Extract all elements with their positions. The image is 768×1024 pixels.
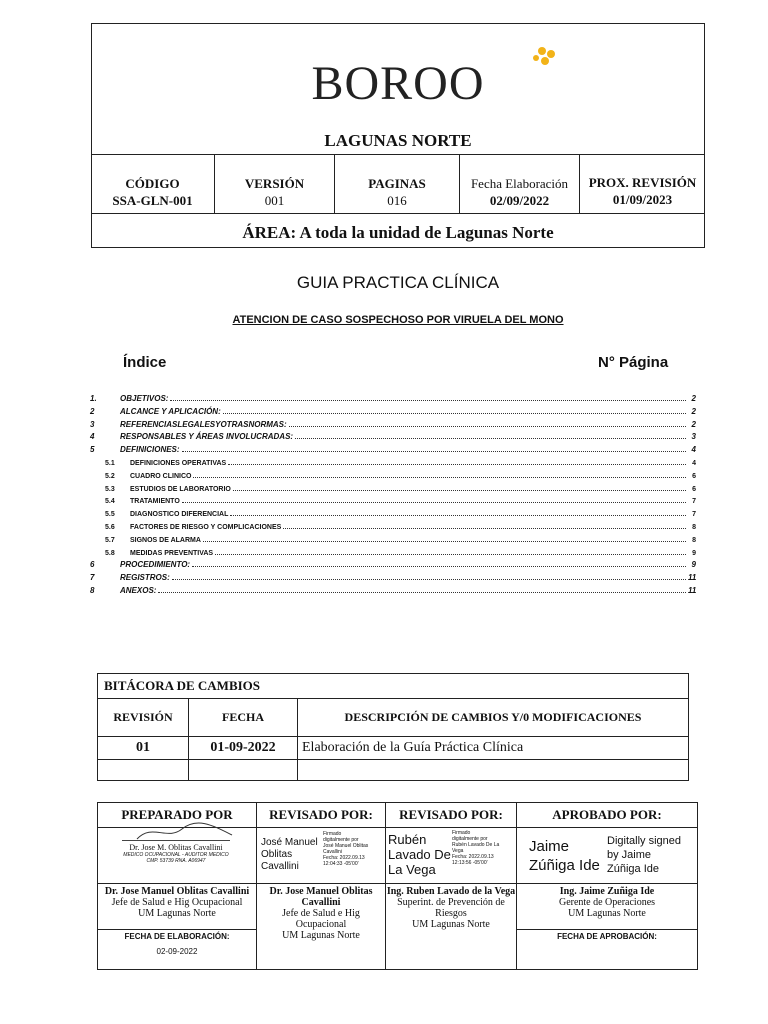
toc-page-number: 11 — [688, 586, 697, 595]
field-next-review — [580, 155, 705, 213]
logo-dot — [541, 57, 549, 65]
toc-item[interactable] — [90, 582, 696, 595]
toc-leader — [228, 464, 686, 465]
signer-name-line: La Vega — [388, 862, 436, 877]
signer-name-line: Cavallini — [261, 861, 299, 872]
toc-number: 8 — [90, 586, 95, 595]
field-value: 02/09/2022 — [489, 193, 550, 208]
signature-note-line: Zúñiga Ide — [607, 863, 659, 875]
signature-note — [452, 830, 499, 866]
signer-unit: UM Lagunas Norte — [412, 919, 490, 930]
field-value: 001 — [264, 193, 285, 208]
table-cell — [298, 760, 689, 781]
toc-number: 5.6 — [105, 524, 115, 531]
signer-full-name: Dr. Jose Manuel Oblitas Cavallini — [269, 886, 373, 908]
toc-number: 5 — [90, 445, 95, 455]
toc-page-number: 7 — [692, 511, 696, 519]
signature-note-line: Firmado — [452, 830, 471, 836]
signer-name-line: Oblitas — [261, 849, 293, 860]
digital-signature-cell — [386, 828, 517, 884]
digital-signature-cell — [257, 828, 386, 884]
digital-signature-cell — [517, 828, 698, 884]
toc-item[interactable] — [90, 467, 696, 480]
signature-stamp — [122, 840, 230, 877]
stamp-name: Dr. Jose M. Oblitas Cavallini — [129, 843, 223, 852]
toc-item[interactable] — [90, 416, 696, 429]
toc-title: DIAGNOSTICO DIFERENCIAL — [130, 511, 229, 519]
column-header: DESCRIPCIÓN DE CAMBIOS Y/0 MODIFICACIONES — [298, 699, 689, 737]
signature-note-line: 12:04:33 -05'00' — [323, 861, 359, 867]
approvals-table — [97, 802, 698, 970]
toc-leader — [223, 413, 686, 414]
toc-item[interactable] — [90, 518, 696, 531]
logo-dot — [533, 55, 539, 61]
toc-number: 5.3 — [105, 485, 115, 493]
toc-leader — [158, 592, 686, 593]
field-label: CÓDIGO — [125, 176, 180, 191]
toc-page-number: 2 — [691, 394, 696, 403]
toc-leader — [230, 515, 686, 516]
field-pages — [335, 155, 460, 213]
column-header: APROBADO POR: — [517, 803, 698, 828]
toc-number: 2 — [90, 406, 95, 416]
logo-dot — [538, 47, 546, 55]
signature-note-line: digitalmente por — [452, 836, 488, 842]
signer-full-name: Ing. Ruben Lavado de la Vega — [386, 886, 516, 897]
toc-leader — [283, 528, 686, 529]
toc-leader — [182, 451, 686, 452]
toc-page-number: 8 — [692, 524, 696, 531]
signer-unit: UM Lagunas Norte — [282, 930, 360, 941]
toc-number: 6 — [90, 560, 95, 570]
toc-item[interactable] — [90, 556, 696, 569]
signer-unit: UM Lagunas Norte — [138, 908, 216, 919]
toc-page-number: 9 — [691, 560, 696, 570]
company-logo — [92, 22, 704, 132]
document-title: GUIA PRACTICA CLÍNICA — [296, 273, 500, 292]
toc-item[interactable] — [90, 480, 696, 493]
toc-item[interactable] — [90, 569, 696, 582]
changelog-title: BITÁCORA DE CAMBIOS — [98, 674, 689, 699]
toc-title: CUADRO CLINICO — [130, 472, 192, 480]
toc-leader — [295, 438, 686, 439]
table-cell — [98, 760, 189, 781]
toc-number: 1. — [90, 394, 97, 403]
field-value: SSA-GLN-001 — [112, 193, 193, 208]
signer-full-name: Ing. Jaime Zuñiga Ide — [559, 886, 655, 897]
signer-name-line: Jaime — [529, 838, 570, 855]
stamp-line: MEDICO OCUPACIONAL - AUDITOR MEDICO — [123, 852, 229, 858]
toc-page-number: 2 — [691, 406, 696, 416]
toc-leader — [172, 579, 686, 580]
toc-title: REGISTROS: — [120, 573, 170, 583]
toc-page-number: 8 — [692, 536, 696, 544]
toc-number: 5.4 — [105, 498, 115, 506]
toc-page-number: 2 — [691, 419, 696, 429]
toc-number: 5.5 — [105, 511, 115, 519]
toc-title: RESPONSABLES Y ÁREAS INVOLUCRADAS: — [120, 432, 294, 442]
table-cell: 01 — [98, 737, 189, 760]
toc-title: ESTUDIOS DE LABORATORIO — [130, 485, 231, 493]
toc-number: 5.8 — [105, 549, 115, 557]
elaboration-date-value: 02-09-2022 — [156, 947, 198, 956]
toc-item[interactable] — [90, 544, 696, 557]
signature-note-line: Fecha: 2022.09.13 — [323, 855, 365, 861]
toc-page-number: 9 — [692, 549, 696, 557]
field-label: Fecha Elaboración — [470, 176, 569, 191]
toc-leader — [289, 426, 686, 427]
area-label: ÁREA: — [242, 223, 297, 242]
column-header: REVISIÓN — [98, 699, 189, 737]
toc-item[interactable] — [90, 428, 696, 441]
signer-name-line: José Manuel — [261, 837, 318, 848]
area-line — [92, 223, 704, 243]
document-subtitle: ATENCION DE CASO SOSPECHOSO POR VIRUELA DEL MONO — [232, 314, 564, 326]
signature-stamp-cell — [98, 828, 257, 884]
signature-note-line: Vega — [452, 848, 464, 854]
toc-title: DEFINICIONES OPERATIVAS — [130, 460, 227, 467]
toc-number: 5.7 — [105, 536, 115, 544]
toc-title: REFERENCIASLEGALESYOTRASNORMAS: — [120, 419, 287, 429]
field-label: VERSIÓN — [244, 176, 305, 191]
area-value: A toda la unidad de Lagunas Norte — [299, 223, 554, 242]
signature-note-line: José Manuel Oblitas — [323, 843, 369, 849]
column-header: REVISADO POR: — [386, 803, 517, 828]
signer-role: Jefe de Salud e Hig Ocupacional — [111, 897, 243, 908]
stamp-line: CMP. 53739 RNA. A06947 — [146, 858, 206, 864]
signature-note — [323, 831, 368, 867]
signer-role: Superint. de Prevención de Riesgos — [397, 897, 505, 919]
toc-number: 5.1 — [105, 460, 115, 467]
toc-item[interactable] — [90, 441, 696, 454]
toc-item[interactable] — [90, 531, 696, 544]
signature-note-line: Fecha: 2022.09.13 — [452, 854, 494, 860]
toc-title: MEDIDAS PREVENTIVAS — [130, 549, 214, 557]
toc-page-number: 4 — [691, 445, 696, 455]
signature-note-line: Rubén Lavado De La — [452, 842, 500, 848]
toc-page-number: 7 — [692, 498, 696, 506]
table-cell — [189, 760, 298, 781]
toc-number: 4 — [90, 432, 95, 442]
changelog-table — [97, 673, 689, 781]
toc-item[interactable] — [90, 505, 696, 518]
signer-name-line: Rubén — [388, 832, 427, 847]
toc-item[interactable] — [90, 403, 696, 416]
signer-unit: UM Lagunas Norte — [568, 908, 646, 919]
toc-leader — [182, 502, 686, 503]
signer-name-line: Zúñiga Ide — [529, 857, 600, 874]
toc-item[interactable] — [90, 454, 696, 467]
toc-item[interactable] — [90, 390, 696, 403]
elaboration-date-cell — [98, 930, 257, 970]
signer-role: Gerente de Operaciones — [558, 897, 656, 908]
toc-title: TRATAMIENTO — [130, 498, 180, 506]
field-elab-date — [460, 155, 580, 213]
signer-info — [517, 884, 698, 930]
signer-role: Jefe de Salud e Hig Ocupacional — [282, 908, 360, 930]
page-column-heading: N° Página — [598, 354, 669, 371]
toc-leader — [233, 490, 686, 491]
toc-page-number: 4 — [692, 460, 696, 467]
signer-name-line: Lavado De — [388, 847, 451, 862]
signer-name — [529, 837, 600, 875]
toc-leader — [215, 554, 686, 555]
column-header: PREPARADO POR — [98, 803, 257, 828]
toc-number: 3 — [90, 419, 95, 429]
signer-name — [261, 837, 318, 873]
toc-page-number: 11 — [688, 573, 697, 583]
signer-full-name: Dr. Jose Manuel Oblitas Cavallini — [104, 886, 250, 897]
site-name: LAGUNAS NORTE — [324, 131, 472, 150]
field-value: 01/09/2023 — [612, 192, 673, 207]
field-version — [215, 155, 335, 213]
toc-title: DEFINICIONES: — [120, 445, 180, 455]
toc-number: 5.2 — [105, 472, 115, 480]
field-label: PROX. REVISIÓN — [588, 175, 697, 190]
table-cell: Elaboración de la Guía Práctica Clínica — [298, 737, 689, 760]
toc-title: FACTORES DE RIESGO Y COMPLICACIONES — [130, 524, 282, 531]
table-cell: 01-09-2022 — [189, 737, 298, 760]
signature-note-line: digitalmente por — [323, 837, 359, 843]
toc-item[interactable] — [90, 492, 696, 505]
toc-leader — [193, 477, 686, 478]
toc-page-number: 3 — [691, 432, 696, 442]
table-row — [98, 737, 689, 760]
signature-note-line: Cavallini — [323, 849, 342, 855]
signature-note-line: Firmado — [323, 831, 342, 837]
signer-info — [98, 884, 257, 930]
column-header: FECHA — [189, 699, 298, 737]
signer-info — [257, 884, 386, 970]
logo-dot — [547, 50, 555, 58]
toc-leader — [192, 566, 686, 567]
approval-date-cell — [517, 930, 698, 970]
signer-name — [388, 832, 451, 877]
toc-page-number: 6 — [692, 485, 696, 493]
signature-note-line: Digitally signed — [607, 835, 681, 847]
signature-note-line: 12:13:56 -05'00' — [452, 860, 488, 866]
signature-note-line: by Jaime — [607, 849, 652, 861]
signer-info — [386, 884, 517, 970]
field-label: PAGINAS — [368, 176, 426, 191]
index-heading: Índice — [123, 354, 167, 371]
header-rule-bottom — [91, 213, 705, 214]
table-row — [98, 760, 689, 781]
column-header: REVISADO POR: — [257, 803, 386, 828]
toc-title: SIGNOS DE ALARMA — [130, 536, 201, 544]
toc-title: PROCEDIMIENTO: — [120, 560, 191, 570]
toc-title: ALCANCE Y APLICACIÓN: — [120, 406, 221, 416]
elaboration-date-label: FECHA DE ELABORACIÓN: — [124, 932, 230, 941]
toc-number: 7 — [90, 573, 95, 583]
toc-page-number: 6 — [692, 472, 696, 480]
field-code — [91, 155, 215, 213]
toc-leader — [170, 400, 686, 401]
handwritten-signature-icon — [132, 821, 242, 843]
logo-text: BOROO — [311, 57, 485, 110]
toc-title: ANEXOS: — [120, 586, 157, 595]
toc-title: OBJETIVOS: — [120, 394, 169, 403]
toc-leader — [203, 541, 686, 542]
field-value: 016 — [387, 193, 407, 208]
approval-date-label: FECHA DE APROBACIÓN: — [557, 932, 657, 941]
signature-note — [607, 834, 681, 876]
